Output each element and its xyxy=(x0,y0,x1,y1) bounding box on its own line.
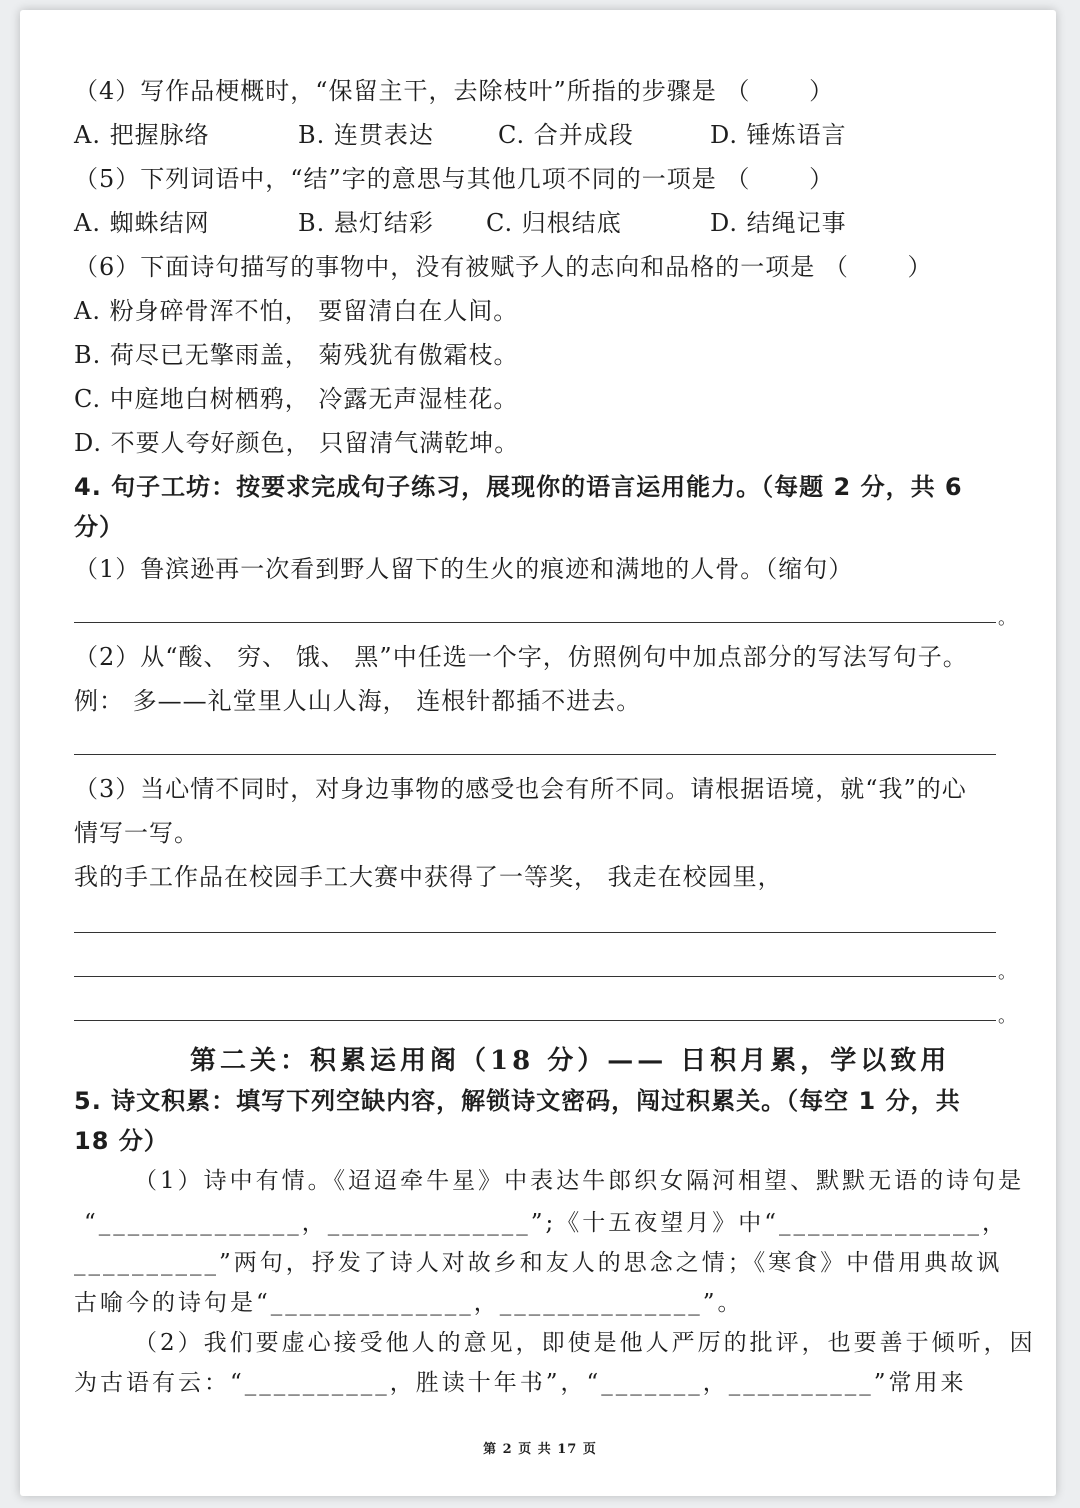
q4-2-answer-line[interactable] xyxy=(74,754,996,755)
q5-1-line1: （1）诗中有情。《迢迢牵牛星》中表达牛郎织女隔河相望、默默无语的诗句是 xyxy=(134,1168,1025,1194)
q4-title: 4. 句子工坊：按要求完成句子练习，展现你的语言运用能力。（每题 2 分，共 6 xyxy=(74,473,963,501)
q3-6-stem: （6）下面诗句描写的事物中，没有被赋予人的志向和品格的一项是 （ ） xyxy=(74,253,933,281)
q4-3-answer-line-2[interactable] xyxy=(74,976,996,977)
q3-5-option-d: D. 结绳记事 xyxy=(710,209,847,237)
page-footer: 第 2 页 共 17 页 xyxy=(483,1442,597,1457)
q4-3-prompt: （3）当心情不同时，对身边事物的感受也会有所不同。请根据语境，就“我”的心 xyxy=(74,775,967,803)
q4-3-period-1: 。 xyxy=(998,962,1016,983)
q5-1-line2: “______________，______________”;《十五夜望月》中“______________， xyxy=(84,1210,1009,1236)
q4-2-prompt: （2）从“酸、 穷、 饿、 黑”中任选一个字，仿照例句中加点部分的写法写句子。 xyxy=(74,643,968,671)
q4-1-answer-line[interactable] xyxy=(74,622,996,623)
q5-1-line3: __________”两句，抒发了诗人对故乡和友人的思念之情；《寒食》中借用典故讽 xyxy=(74,1250,1003,1276)
q3-4-option-c: C. 合并成段 xyxy=(498,121,634,149)
q4-3-context: 我的手工作品在校园手工大赛中获得了一等奖， 我走在校园里， xyxy=(74,863,783,891)
section-title: 第二关：积累运用阁（18 分）—— 日积月累，学以致用 xyxy=(190,1046,951,1076)
q4-1-prompt: （1）鲁滨逊再一次看到野人留下的生火的痕迹和满地的人骨。（缩句） xyxy=(74,555,854,583)
q3-5-stem: （5）下列词语中，“结”字的意思与其他几项不同的一项是 （ ） xyxy=(74,165,835,193)
q5-2-line1: （2）我们要虚心接受他人的意见，即使是他人严厉的批评，也要善于倾听，因 xyxy=(134,1330,1036,1356)
q3-5-option-a: A. 蜘蛛结网 xyxy=(74,209,210,237)
q3-4-stem: （4）写作品梗概时，“保留主干，去除枝叶”所指的步骤是 （ ） xyxy=(74,77,835,105)
q3-5-option-b: B. 悬灯结彩 xyxy=(298,209,434,237)
q3-6-option-b: B. 荷尽已无擎雨盖， 菊残犹有傲霜枝。 xyxy=(74,341,519,369)
q3-4-option-b: B. 连贯表达 xyxy=(298,121,434,149)
q4-3-answer-line-1[interactable] xyxy=(74,932,996,933)
q3-4-option-d: D. 锤炼语言 xyxy=(710,121,847,149)
q3-6-option-c: C. 中庭地白树栖鸦， 冷露无声湿桂花。 xyxy=(74,385,519,413)
q4-1-period: 。 xyxy=(998,608,1016,629)
q4-2-example: 例： 多——礼堂里人山人海， 连根针都插不进去。 xyxy=(74,687,642,715)
q5-2-line2: 为古语有云：“__________，胜读十年书”，“_______，__________”常用来 xyxy=(74,1370,967,1396)
q4-3-prompt-cont: 情写一写。 xyxy=(74,819,199,847)
q4-title-cont: 分） xyxy=(74,513,124,541)
q3-5-option-c: C. 归根结底 xyxy=(486,209,622,237)
q3-6-option-a: A. 粉身碎骨浑不怕， 要留清白在人间。 xyxy=(74,297,519,325)
q5-title: 5. 诗文积累：填写下列空缺内容，解锁诗文密码，闯过积累关。（每空 1 分，共 xyxy=(74,1087,961,1115)
q4-3-period-2: 。 xyxy=(998,1006,1016,1027)
q5-1-line4: 古喻今的诗句是“______________，______________”。 xyxy=(74,1290,744,1316)
q3-6-option-d: D. 不要人夸好颜色， 只留清气满乾坤。 xyxy=(74,429,520,457)
q4-3-answer-line-3[interactable] xyxy=(74,1020,996,1021)
q5-title-cont: 18 分） xyxy=(74,1127,169,1155)
q3-4-option-a: A. 把握脉络 xyxy=(74,121,210,149)
